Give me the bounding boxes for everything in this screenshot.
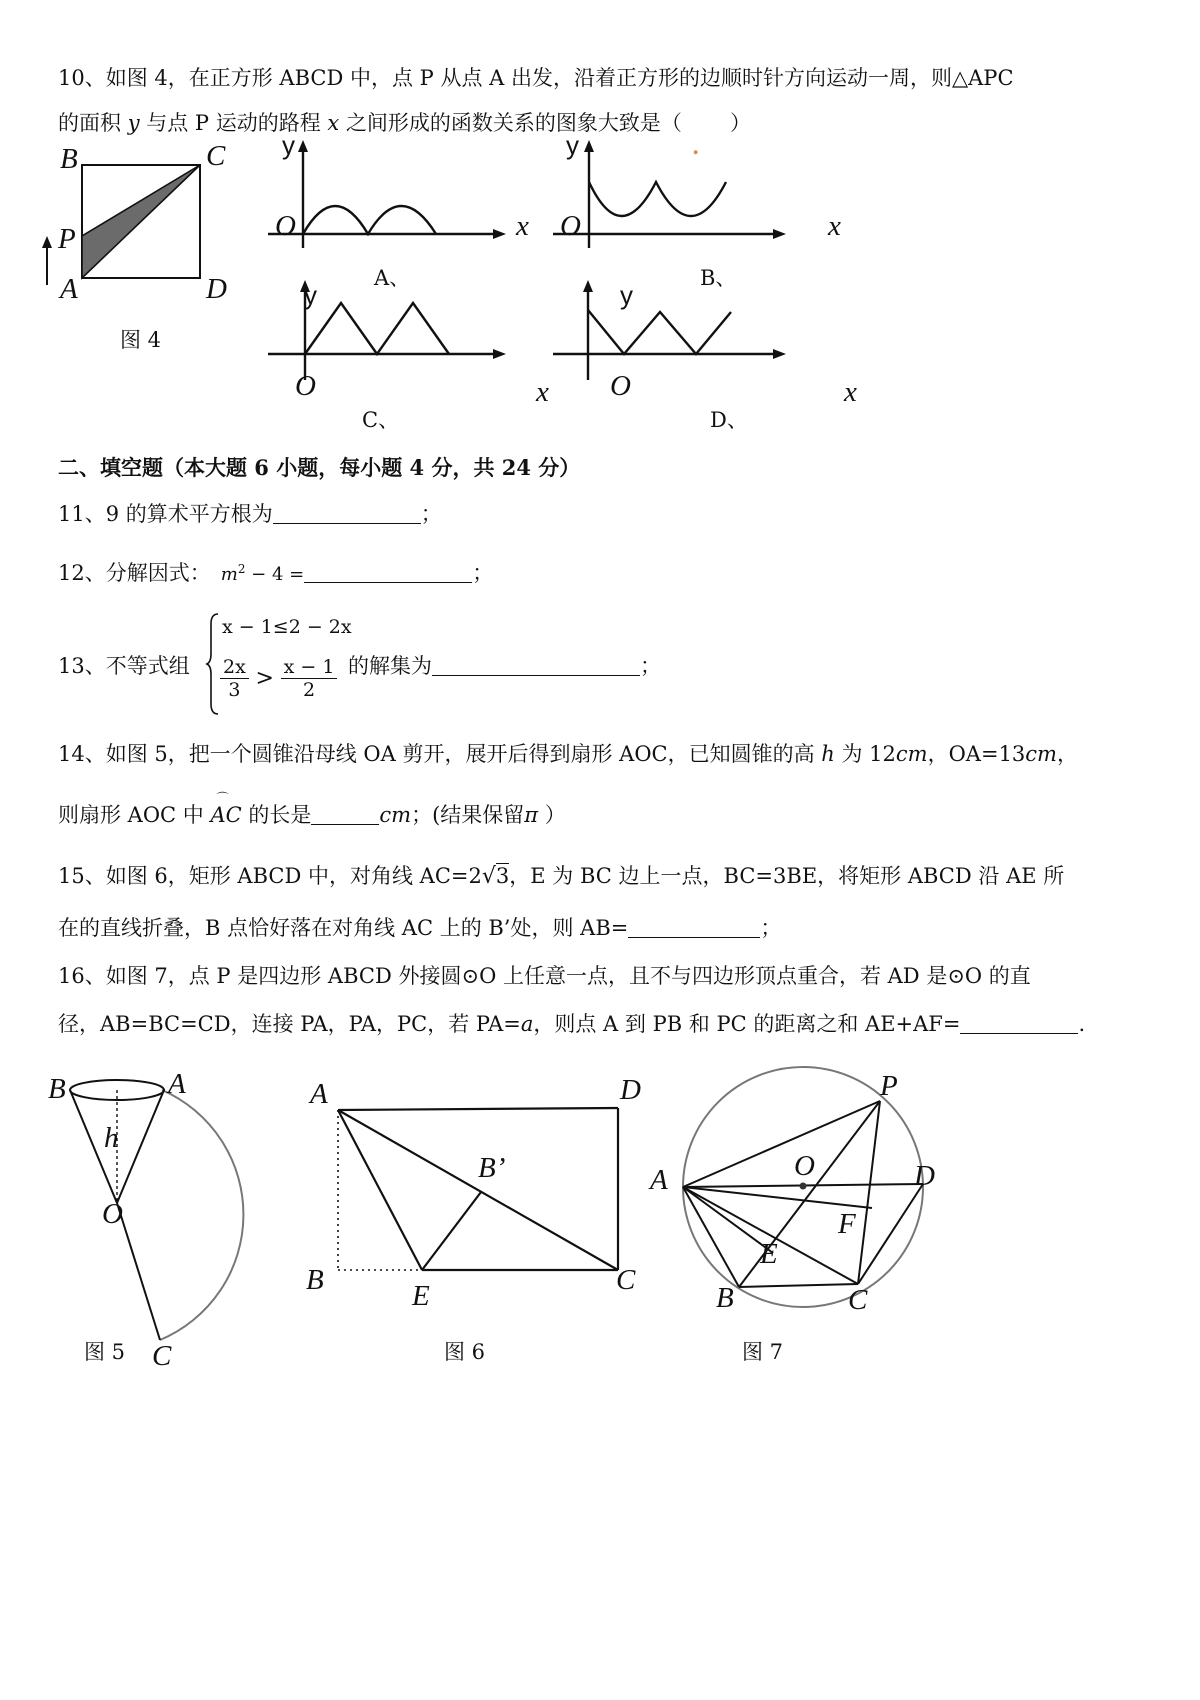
fig7-label-a: A — [650, 1164, 668, 1196]
q13-answer-blank[interactable] — [432, 655, 640, 676]
fig5-label-b: B — [48, 1073, 66, 1105]
label-c: C — [206, 140, 226, 172]
graph-a-o: O — [275, 210, 296, 242]
q15-line1: 15、如图 6，矩形 ABCD 中，对角线 AC=2√3，E 为 BC 边上一点，BC=3BE，将矩形 ABCD 沿 AE 所 — [58, 864, 1065, 889]
q15-answer-blank[interactable] — [628, 917, 760, 938]
graph-c-y: y — [304, 280, 317, 310]
q16-line1: 16、如图 7，点 P 是四边形 ABCD 外接圆⊙O 上任意一点，且不与四边形顶点重合，若 AD 是⊙O 的直 — [58, 964, 1031, 988]
fig7-label-o: O — [794, 1150, 815, 1182]
fig6-label-c: C — [616, 1264, 636, 1296]
q13-suffix: 的解集为 ； — [348, 654, 661, 678]
q11-answer-blank[interactable] — [273, 503, 421, 524]
figure-6-rectangle — [300, 1080, 640, 1300]
q14-line2: 则扇形 AOC 中 ⌒ AC 的长是 cm；(结果保留π ） — [58, 791, 566, 827]
graph-d-x: x — [844, 376, 857, 408]
option-b-label: B、 — [700, 266, 737, 290]
q12: 12、分解因式： $m^2 - 4$ = ； — [58, 561, 494, 585]
option-d-label: D、 — [710, 408, 748, 432]
fig5-label-h: h — [104, 1122, 119, 1154]
graph-a-x: x — [516, 210, 529, 242]
perp-af — [683, 1187, 872, 1208]
graph-option-a — [268, 140, 508, 250]
option-a-label: A、 — [374, 266, 411, 290]
section-2-title: 二、填空题（本大题 6 小题，每小题 4 分，共 24 分） — [58, 455, 581, 480]
fig5-label-a: A — [168, 1068, 186, 1100]
q16-line2: 径，AB=BC=CD，连接 PA，PA，PC，若 PA=a，则点 A 到 PB 和 PC 的距离之和 AE+AF= . — [58, 1012, 1086, 1036]
q10-line1: 10、如图 4，在正方形 ABCD 中，点 P 从点 A 出发，沿着正方形的边顺时针方向运动一周，则△APC — [58, 66, 1014, 90]
option-c-label: C、 — [362, 408, 400, 432]
graph-d-o: O — [610, 370, 631, 402]
label-b: B — [60, 143, 78, 175]
q13-brace — [206, 612, 220, 716]
q11: 11、9 的算术平方根为 ； — [58, 502, 442, 526]
segment-pa — [683, 1101, 880, 1187]
arrow-head — [42, 236, 52, 248]
graph-option-b — [553, 140, 793, 250]
fig5-label-o: O — [102, 1198, 123, 1230]
graph-option-d — [553, 280, 793, 390]
fig6-label-a: A — [310, 1078, 328, 1110]
q10-line2: 的面积 y 与点 P 运动的路程 x 之间形成的函数关系的图象大致是（ . ） — [58, 111, 751, 159]
q13-inequality-1: x − 1≤2 − 2x — [222, 616, 352, 638]
fig6-label-b-prime: B’ — [478, 1152, 506, 1184]
q15-line2: 在的直线折叠，B 点恰好落在对角线 AC 上的 B’处，则 AB= ； — [58, 916, 782, 940]
fig6-label-d: D — [620, 1074, 641, 1106]
shaded-triangle-apc — [82, 165, 200, 278]
graph-b-o: O — [560, 210, 581, 242]
fig7-label-d: D — [914, 1160, 935, 1192]
q13-inequality-2: $\frac{2x}{3}$ > $\frac{x - 1}{2}$ — [220, 656, 337, 701]
fig6-label-b: B — [306, 1264, 324, 1296]
graph-c-o: O — [295, 370, 316, 402]
graph-d-y: y — [620, 280, 633, 310]
center-point — [800, 1183, 807, 1190]
q16-answer-blank[interactable] — [960, 1013, 1078, 1034]
figure-5-cone — [40, 1070, 240, 1370]
sector-arc — [160, 1090, 243, 1340]
figure-6-caption: 图 6 — [444, 1340, 486, 1364]
fig7-label-b: B — [716, 1282, 734, 1314]
figure-5-caption: 图 5 — [84, 1340, 126, 1364]
generatrix-oc — [117, 1203, 160, 1340]
fig5-label-c: C — [152, 1340, 172, 1372]
fig7-label-c: C — [848, 1284, 868, 1316]
label-a: A — [60, 273, 78, 305]
graph-a-y: y — [282, 130, 295, 160]
graph-b-x: x — [828, 210, 841, 242]
q14-line1: 14、如图 5，把一个圆锥沿母线 OA 剪开，展开后得到扇形 AOC，已知圆锥的高 h 为 12cm，OA=13cm， — [58, 742, 1078, 766]
label-d: D — [206, 273, 227, 305]
figure-7-circle — [670, 1070, 960, 1320]
q12-answer-blank[interactable] — [304, 562, 472, 583]
fig7-label-f: F — [838, 1208, 856, 1240]
segment-eb-prime — [422, 1192, 481, 1270]
q13: 13、不等式组 — [58, 654, 190, 678]
fig7-label-e: E — [760, 1238, 778, 1270]
graph-b-y: y — [566, 130, 579, 160]
label-p: P — [58, 223, 76, 255]
fig7-label-p: P — [880, 1070, 898, 1102]
figure-4-caption: 图 4 — [120, 328, 162, 352]
graph-c-x: x — [536, 376, 549, 408]
fig6-label-e: E — [412, 1280, 430, 1312]
q14-answer-blank[interactable] — [311, 804, 379, 825]
figure-7-caption: 图 7 — [742, 1340, 784, 1364]
